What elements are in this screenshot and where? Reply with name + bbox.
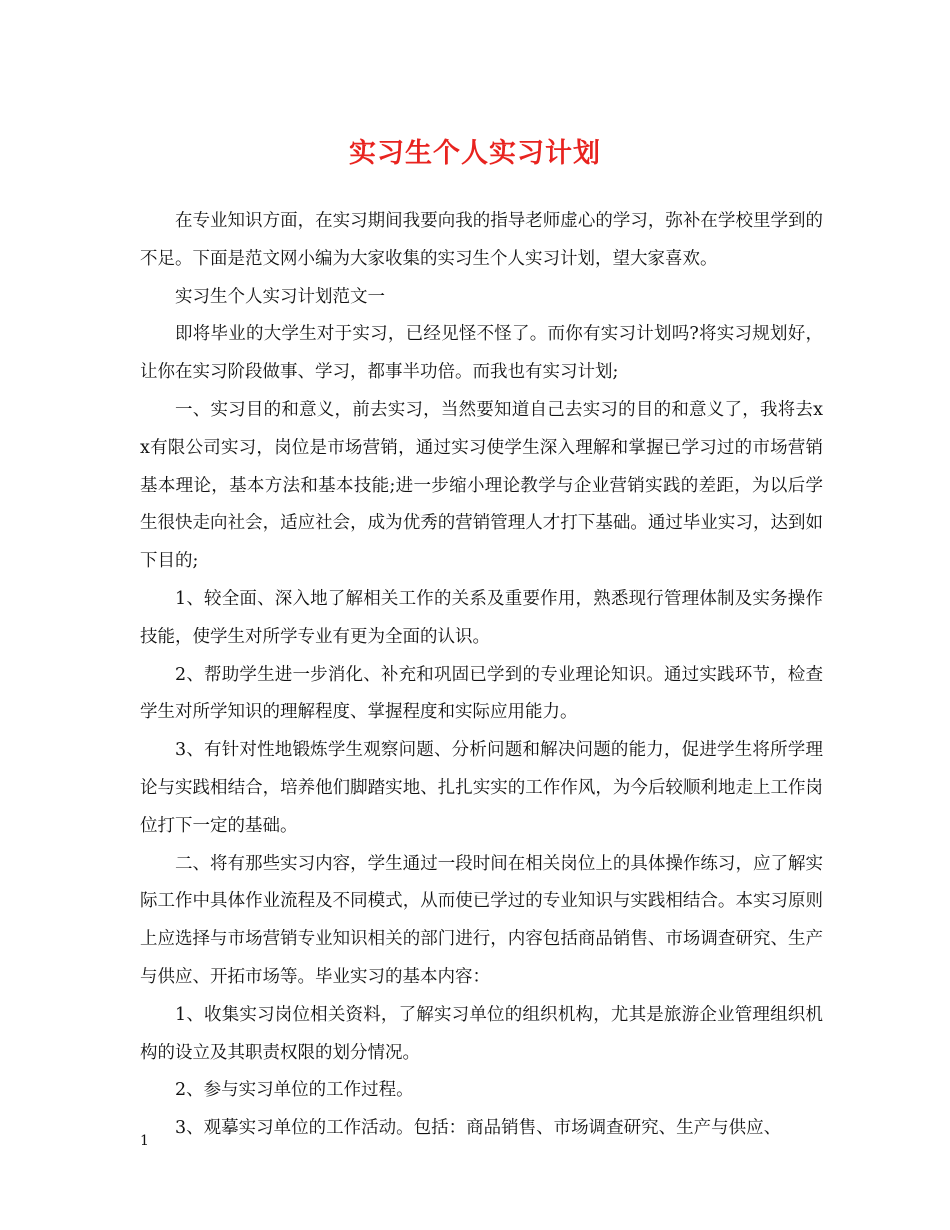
document-title: 实习生个人实习计划 <box>349 138 601 169</box>
document-body <box>140 203 823 1148</box>
list-item: 3、观摹实习单位的工作活动。包括：商品销售、市场调查研究、生产与供应、 <box>175 1118 782 1139</box>
section-heading: 实习生个人实习计划范文一 <box>175 286 385 307</box>
list-item: 3、有针对性地锻炼学生观察问题、分析问题和解决问题的能力，促进学生将所学理论与实践相结合，培养他们脚踏实地、扎扎实实的工作作风，为今后较顺利地走上工作岗位打下一定的基础。 <box>140 740 823 836</box>
list-item: 1、较全面、深入地了解相关工作的关系及重要作用，熟悉现行管理体制及实务操作技能，使学生对所学专业有更为全面的认识。 <box>140 588 823 647</box>
list-item: 1、收集实习岗位相关资料，了解实习单位的组织机构，尤其是旅游企业管理组织机构的设立及其职责权限的划分情况。 <box>140 1004 823 1063</box>
page-number: 1 <box>140 1133 149 1149</box>
list-item: 2、帮助学生进一步消化、补充和巩固已学到的专业理论知识。通过实践环节，检查学生对所学知识的理解程度、掌握程度和实际应用能力。 <box>140 664 823 723</box>
paragraph: 即将毕业的大学生对于实习，已经见怪不怪了。而你有实习计划吗?将实习规划好，让你在实习阶段做事、学习，都事半功倍。而我也有实习计划; <box>140 324 823 383</box>
list-item: 2、参与实习单位的工作过程。 <box>175 1080 414 1101</box>
paragraph: 二、将有那些实习内容，学生通过一段时间在相关岗位上的具体操作练习，应了解实际工作中具体作业流程及不同模式，从而使已学过的专业知识与实践相结合。本实习原则上应选择与市场营销专业知识相关的部门进行，内容包括商品销售、市场调查研究、生产与供应、开拓市场等。毕业实习的基本内容： <box>140 853 823 987</box>
paragraph: 一、实习目的和意义，前去实习，当然要知道自己去实习的目的和意义了，我将去xx有限公司实习，岗位是市场营销，通过实习使学生深入理解和掌握已学习过的市场营销基本理论，基本方法和基本技能;进一步缩小理论教学与企业营销实践的差距，为以后学生很快走向社会，适应社会，成为优秀的营销管理人才打下基础。通过毕业实习，达到如下目的; <box>140 399 823 572</box>
paragraph: 在专业知识方面，在实习期间我要向我的指导老师虚心的学习，弥补在学校里学到的不足。下面是范文网小编为大家收集的实习生个人实习计划，望大家喜欢。 <box>140 211 823 269</box>
